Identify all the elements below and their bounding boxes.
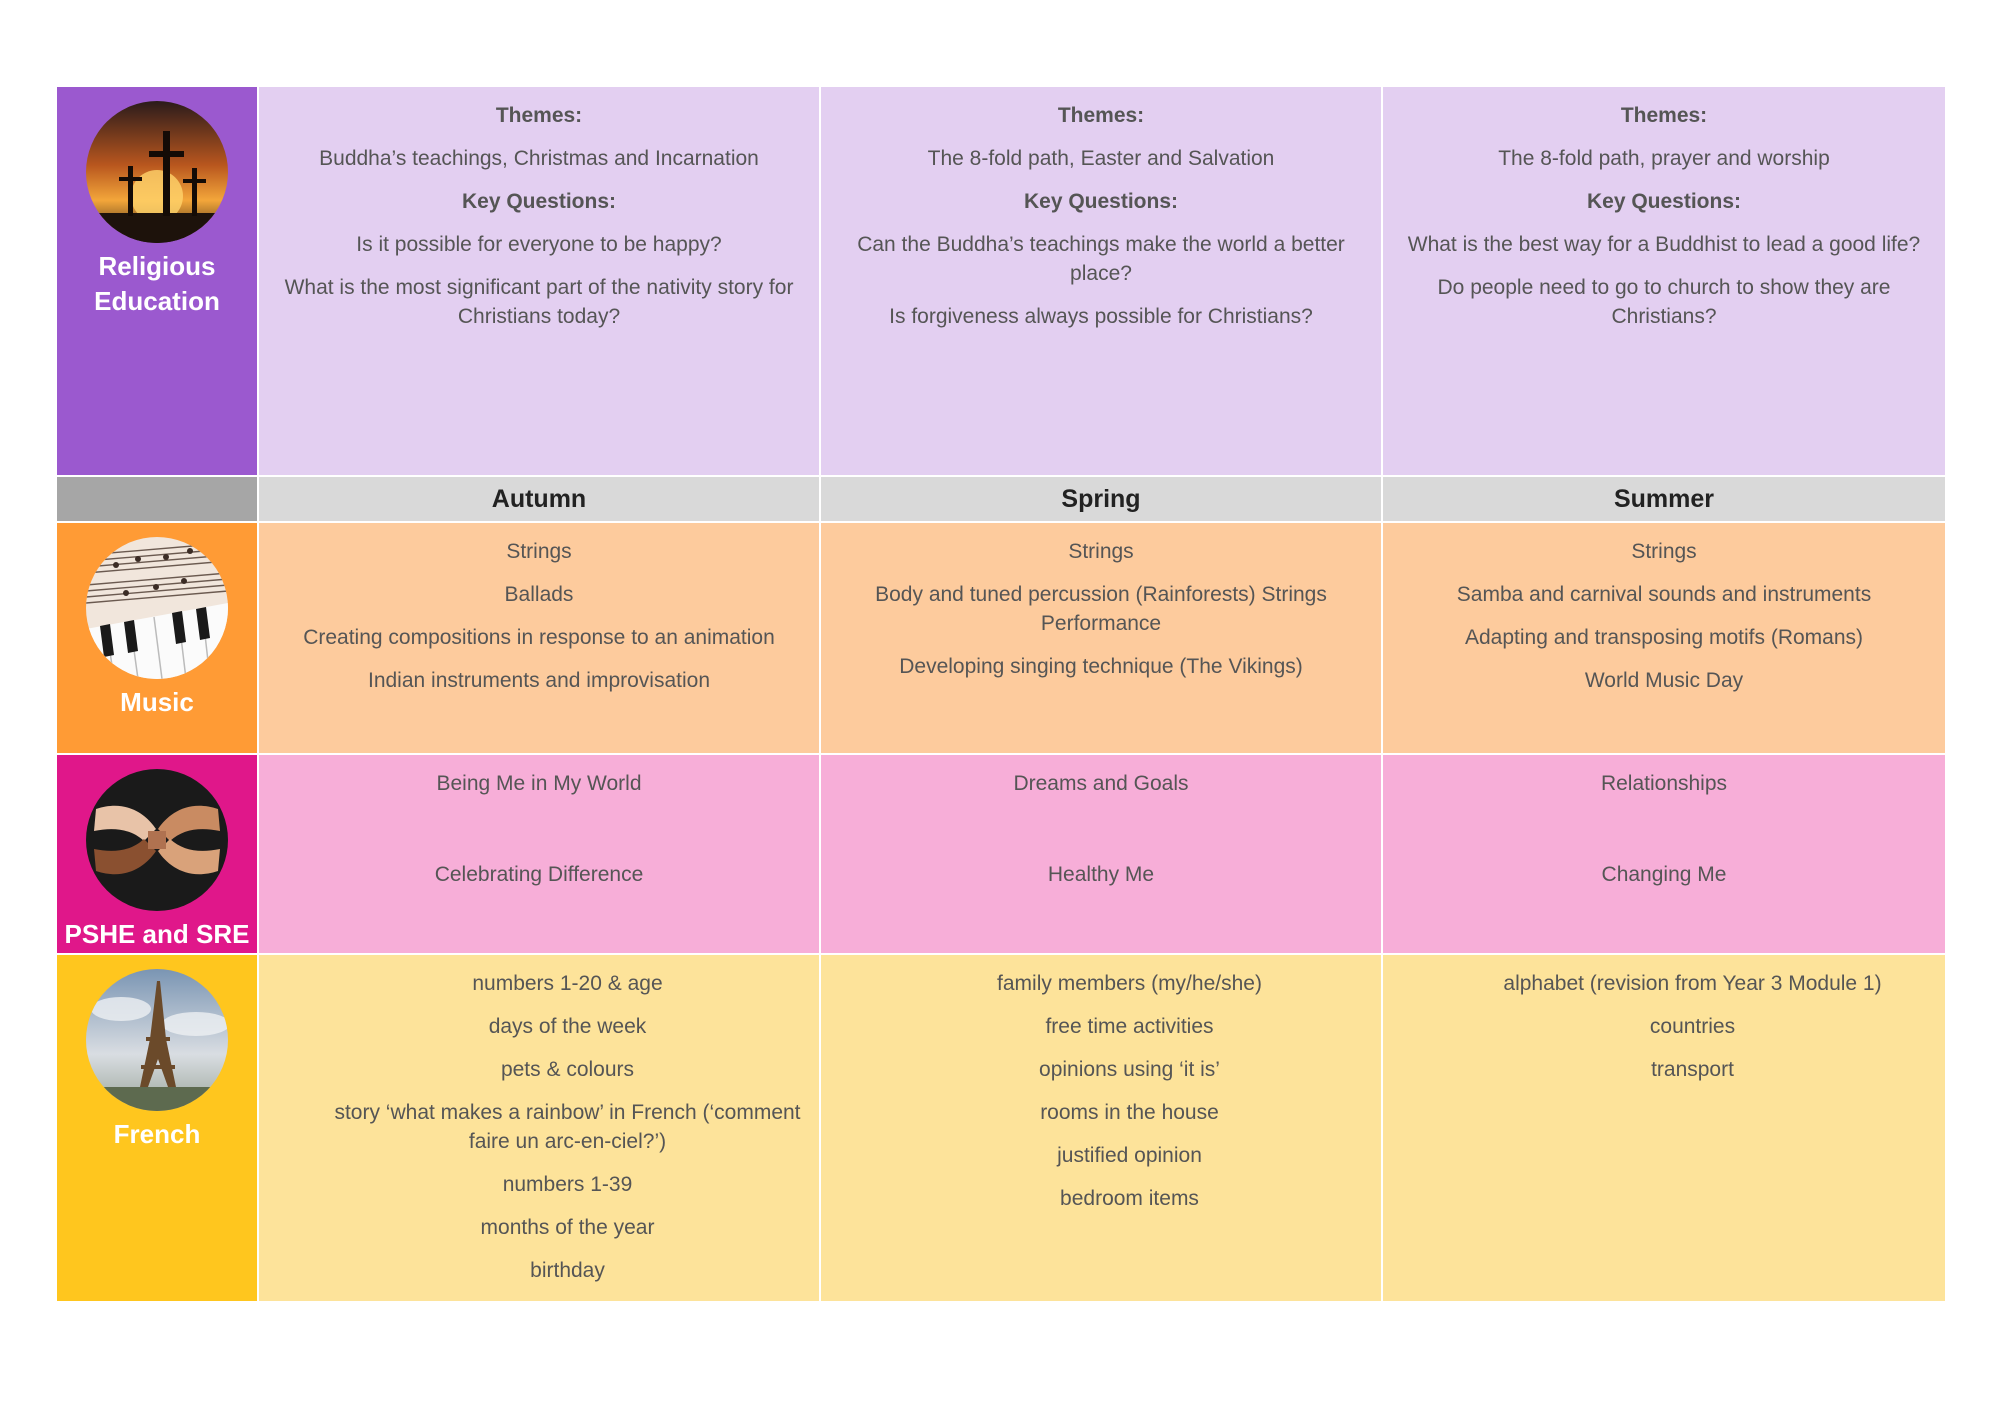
- header-blank: [57, 477, 259, 521]
- list-item: Ballads: [504, 583, 574, 606]
- list-item: alphabet (revision from Year 3 Module 1): [1503, 972, 1882, 995]
- list-item: Dreams and Goals: [1013, 772, 1189, 795]
- subject-label-music: [57, 523, 259, 753]
- list-item: birthday: [530, 1259, 605, 1282]
- list-item: Body and tuned percussion (Rainforests) Strings Performance: [875, 583, 1327, 635]
- list-item: transport: [1651, 1058, 1734, 1081]
- key-question: What is the best way for a Buddhist to lead a good life?: [1407, 233, 1921, 256]
- re-spring-cell: [821, 87, 1383, 475]
- season-header-autumn: Autumn: [259, 477, 821, 521]
- eiffel-tower-icon: [86, 969, 228, 1111]
- theme-text: The 8-fold path, prayer and worship: [1498, 147, 1830, 170]
- subject-label-french: [57, 955, 259, 1301]
- crosses-sunset-icon: [86, 101, 228, 243]
- key-question: Is forgiveness always possible for Christians?: [889, 305, 1313, 328]
- list-item: family members (my/he/she): [997, 972, 1262, 995]
- season-header-spring: Spring: [821, 477, 1383, 521]
- theme-text: Buddha’s teachings, Christmas and Incarnation: [319, 147, 759, 170]
- subject-name: PSHE and SRE: [64, 919, 250, 949]
- key-question: What is the most significant part of the nativity story for Christians today?: [284, 276, 794, 328]
- subject-name: Music: [120, 687, 194, 717]
- list-item: opinions using ‘it is’: [1039, 1058, 1220, 1081]
- pshe-autumn-cell: [259, 755, 821, 953]
- row-french: [57, 955, 1949, 1303]
- subject-name: French: [113, 1119, 201, 1149]
- key-question: Is it possible for everyone to be happy?: [356, 233, 722, 256]
- list-item: Strings: [1631, 540, 1697, 563]
- season-header-summer: Summer: [1383, 477, 1945, 521]
- list-item: Changing Me: [1601, 863, 1727, 886]
- piano-sheet-music-icon: [86, 537, 228, 679]
- curriculum-table: [57, 87, 1949, 1303]
- themes-label: Themes:: [1057, 104, 1145, 127]
- list-item: Healthy Me: [1047, 863, 1155, 886]
- list-item: Strings: [1068, 540, 1134, 563]
- french-spring-cell: [821, 955, 1383, 1301]
- list-item: Developing singing technique (The Vikings): [899, 655, 1303, 678]
- row-pshe-sre: [57, 755, 1949, 955]
- key-questions-label: Key Questions:: [1586, 190, 1742, 213]
- list-item: Samba and carnival sounds and instruments: [1456, 583, 1872, 606]
- list-item: World Music Day: [1584, 669, 1744, 692]
- list-item: numbers 1-39: [502, 1173, 633, 1196]
- list-item: story ‘what makes a rainbow’ in French (‘comment faire un arc-en-ciel?’): [334, 1101, 801, 1153]
- key-question: Do people need to go to church to show they are Christians?: [1437, 276, 1891, 328]
- list-item: Indian instruments and improvisation: [367, 669, 710, 692]
- music-spring-cell: [821, 523, 1383, 753]
- list-item: bedroom items: [1060, 1187, 1199, 1210]
- list-item: pets & colours: [500, 1058, 635, 1081]
- season-header-row: [57, 477, 1949, 523]
- list-item: Strings: [506, 540, 572, 563]
- pshe-summer-cell: [1383, 755, 1945, 953]
- subject-name: Religious Education: [94, 251, 220, 316]
- list-item: countries: [1649, 1015, 1736, 1038]
- subject-label-pshe-sre: [57, 755, 259, 953]
- list-item: days of the week: [488, 1015, 647, 1038]
- list-item: Celebrating Difference: [434, 863, 644, 886]
- row-religious-education: [57, 87, 1949, 477]
- list-item: Being Me in My World: [436, 772, 642, 795]
- list-item: justified opinion: [1057, 1144, 1202, 1167]
- re-autumn-cell: [259, 87, 821, 475]
- theme-text: The 8-fold path, Easter and Salvation: [927, 147, 1275, 170]
- key-question: Can the Buddha’s teachings make the world a better place?: [857, 233, 1345, 285]
- pshe-spring-cell: [821, 755, 1383, 953]
- list-item: Creating compositions in response to an animation: [303, 626, 775, 649]
- music-summer-cell: [1383, 523, 1945, 753]
- music-autumn-cell: [259, 523, 821, 753]
- french-summer-cell: [1383, 955, 1945, 1301]
- row-music: [57, 523, 1949, 755]
- subject-label-religious-education: [57, 87, 259, 475]
- re-summer-cell: [1383, 87, 1945, 475]
- list-item: months of the year: [480, 1216, 655, 1239]
- list-item: Relationships: [1600, 772, 1728, 795]
- french-autumn-cell: [259, 955, 821, 1301]
- themes-label: Themes:: [495, 104, 583, 127]
- key-questions-label: Key Questions:: [1023, 190, 1179, 213]
- list-item: Adapting and transposing motifs (Romans): [1464, 626, 1864, 649]
- linked-hands-icon: [86, 769, 228, 911]
- list-item: free time activities: [1045, 1015, 1214, 1038]
- themes-label: Themes:: [1620, 104, 1708, 127]
- list-item: rooms in the house: [1040, 1101, 1219, 1124]
- list-item: numbers 1-20 & age: [472, 972, 663, 995]
- key-questions-label: Key Questions:: [461, 190, 617, 213]
